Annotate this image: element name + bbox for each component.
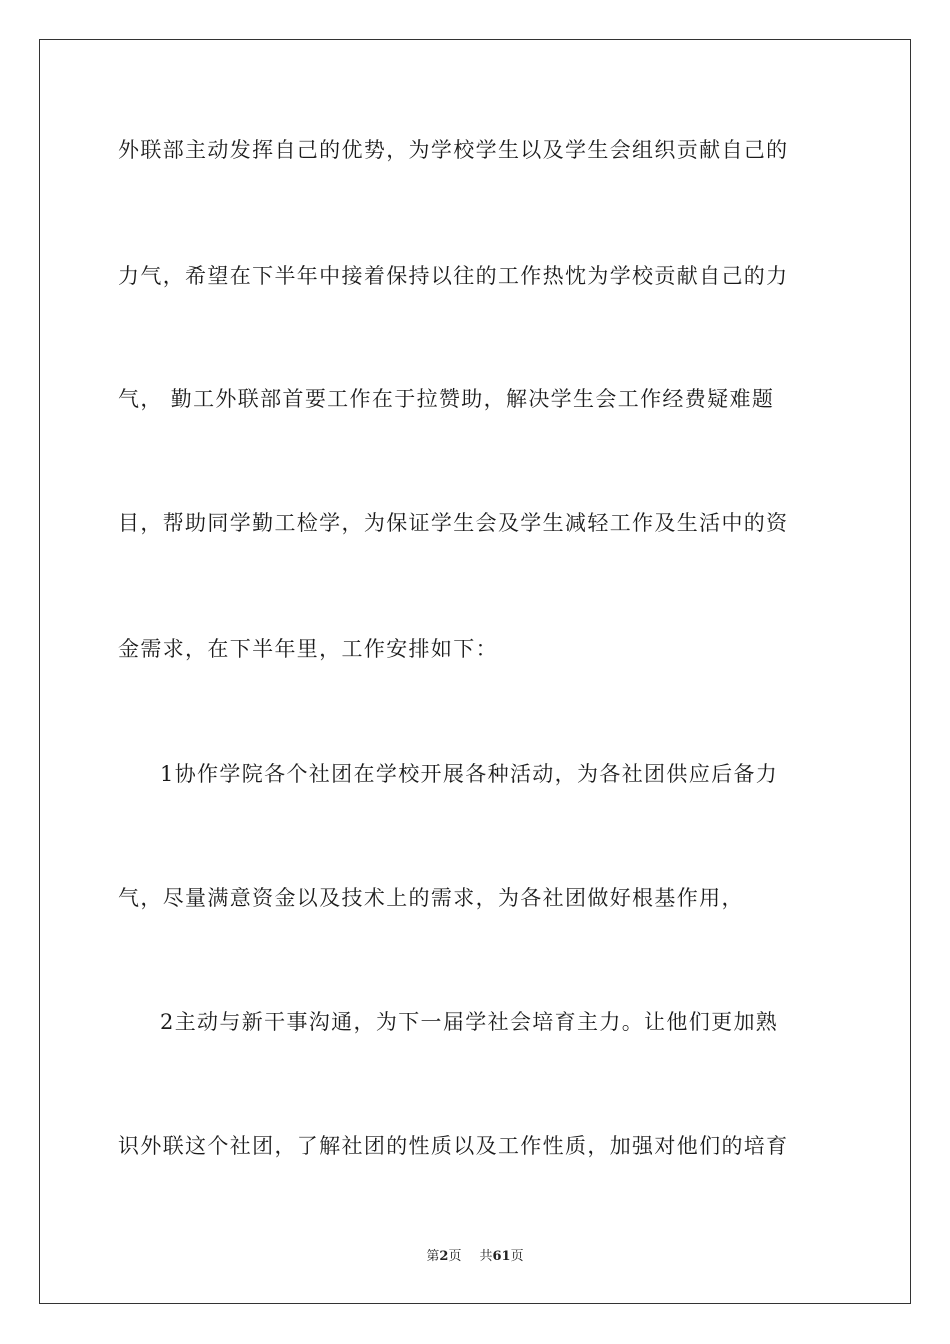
body-line-6: 1协作学院各个社团在学校开展各种活动，为各社团供应后备力: [160, 762, 779, 786]
footer-page-number: 2: [439, 1249, 449, 1264]
body-line-7: 气，尽量满意资金以及技术上的需求，为各社团做好根基作用，: [118, 886, 744, 910]
body-line-8: 2主动与新干事沟通，为下一届学社会培育主力。让他们更加熟: [160, 1010, 779, 1034]
page-border: [39, 39, 911, 1304]
body-line-2: 力气，希望在下半年中接着保持以往的工作热忱为学校贡献自己的力: [118, 264, 789, 288]
body-line-1: 外联部主动发挥自己的优势，为学校学生以及学生会组织贡献自己的: [118, 138, 789, 162]
body-line-5: 金需求，在下半年里，工作安排如下：: [118, 637, 498, 661]
footer-total-suffix: 页: [510, 1249, 524, 1264]
footer-total-prefix: 共: [479, 1249, 493, 1264]
footer-total-pages: 61: [492, 1249, 511, 1264]
page-footer: [0, 1248, 950, 1266]
footer-page-prefix: 第: [426, 1249, 440, 1264]
footer-page-suffix: 页: [448, 1249, 462, 1264]
body-line-3: 气， 勤工外联部首要工作在于拉赞助，解决学生会工作经费疑难题: [118, 387, 775, 411]
body-line-9: 识外联这个社团，了解社团的性质以及工作性质，加强对他们的培育: [118, 1134, 789, 1158]
body-line-4: 目，帮助同学勤工检学，为保证学生会及学生减轻工作及生活中的资: [118, 511, 789, 535]
